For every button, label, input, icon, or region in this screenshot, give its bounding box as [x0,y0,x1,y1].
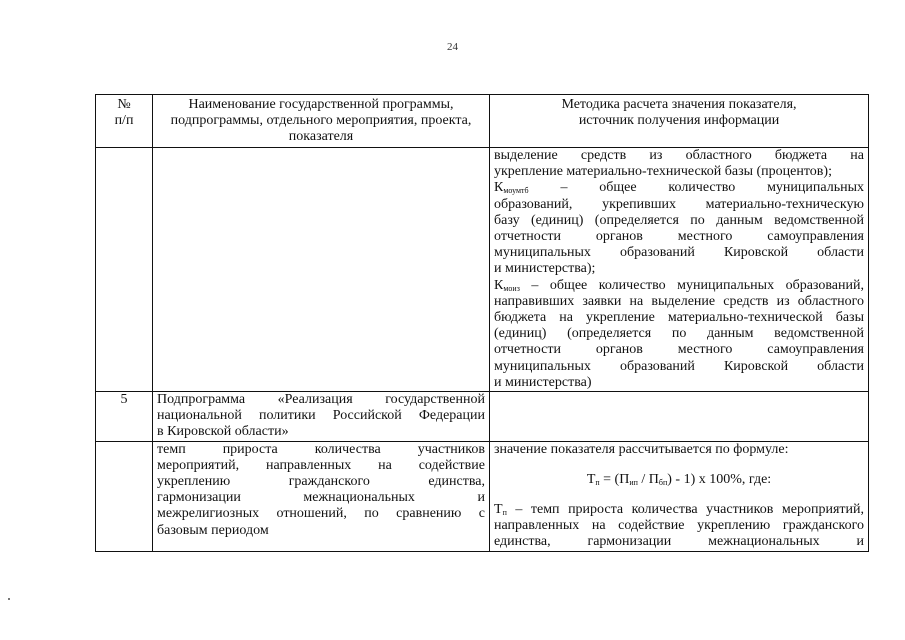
formula-part: ) - 1) х 100%, где: [667,471,772,487]
formula-part: = (П [599,471,630,487]
row1-number-cell [96,148,153,392]
method-line: направивших заявки на выделение средств из областного [494,293,864,309]
page-number: 24 [447,41,458,53]
header-number-cell [96,95,153,148]
method-line-variable [494,180,864,196]
header-method-line2: источник получения информации [578,113,780,128]
row3-number-cell [96,441,153,551]
method-line: базу (единиц) (определяется по данным ведомственной [494,212,864,228]
method-line: отчетности органов местного самоуправления [494,229,864,245]
subprogram-title-line: в Кировской области» [157,424,289,440]
header-method-line1: Методика расчета значения показателя, [561,97,797,112]
variable-subscript: моумтб [503,186,529,196]
indicator-name-line: темп прироста количества участников [157,441,485,457]
header-name-cell [153,95,490,148]
table-header-row [96,95,869,148]
formula-subscript: ип [629,477,638,487]
row1-method-cell [490,148,869,392]
formula-part: / П [637,471,659,487]
method-line: муниципальных образований Кировской области [494,245,864,261]
table-row [96,148,869,392]
variable-definition: – общее количество муниципальных образований, [519,277,864,293]
indicator-name-line: укреплению гражданского единства, [157,474,485,490]
method-line: муниципальных образований Кировской области [494,358,864,374]
header-number-line1: № [117,97,131,112]
method-line: и министерства); [494,261,596,277]
scan-speck [8,598,10,600]
row3-name-cell [153,441,490,551]
indicator-name-line: межрелигиозных отношений, по сравнению с [157,506,485,522]
indicator-name-line: мероприятий, направленных на содействие [157,457,485,473]
header-name-line2: подпрограммы, отдельного мероприятия, проекта, [170,113,472,128]
method-line: образований, укрепивших материально-техническую [494,196,864,212]
formula-part: Т [586,471,596,487]
method-line: значение показателя рассчитывается по формуле: [494,441,789,457]
spacer [494,488,864,502]
variable-definition: – общее количество муниципальных [528,180,864,196]
subprogram-title-line: Подпрограмма «Реализация государственной [157,392,485,408]
method-line: направленных на содействие укреплению гражданского [494,518,864,534]
variable-symbol: Т [494,502,503,518]
header-name-line3: показателя [288,129,354,144]
method-line: и министерства) [494,374,592,390]
header-number-line2: п/п [114,113,134,128]
spacer [494,458,864,472]
variable-subscript: моиз [503,283,520,293]
table-row [96,392,869,442]
variable-subscript: п [502,508,507,518]
method-line: укрепление материально-технической базы (процентов); [494,164,832,180]
indicator-name-line: гармонизации межнациональных и [157,490,485,506]
subprogram-title-line: национальной политики Российской Федерации [157,408,485,424]
method-line-variable [494,278,864,294]
row2-method-cell [490,392,869,442]
method-line: единства, гармонизации межнациональных и [494,534,864,550]
indicator-methodology-table [95,94,869,552]
header-method-cell [490,95,869,148]
row2-number-cell: 5 [96,392,153,442]
variable-symbol: К [494,277,504,293]
header-name-line1: Наименование государственной программы, [188,97,454,112]
variable-symbol: К [494,180,504,196]
method-line-variable [494,502,864,518]
indicator-name-line: базовым периодом [157,522,269,538]
method-line: отчетности органов местного самоуправления [494,342,864,358]
formula-subscript: п [595,477,600,487]
row2-name-cell [153,392,490,442]
method-line: (единиц) (определяется по данным ведомственной [494,326,864,342]
row3-method-cell [490,441,869,551]
formula-subscript: бп [658,477,668,487]
method-line: бюджета на укрепление материально-технической базы [494,310,864,326]
table-row [96,441,869,551]
method-line: выделение средств из областного бюджета на [494,148,864,163]
variable-definition: – темп прироста количества участников мероприятий, [506,502,864,518]
row1-name-cell [153,148,490,392]
formula-line [494,472,864,488]
